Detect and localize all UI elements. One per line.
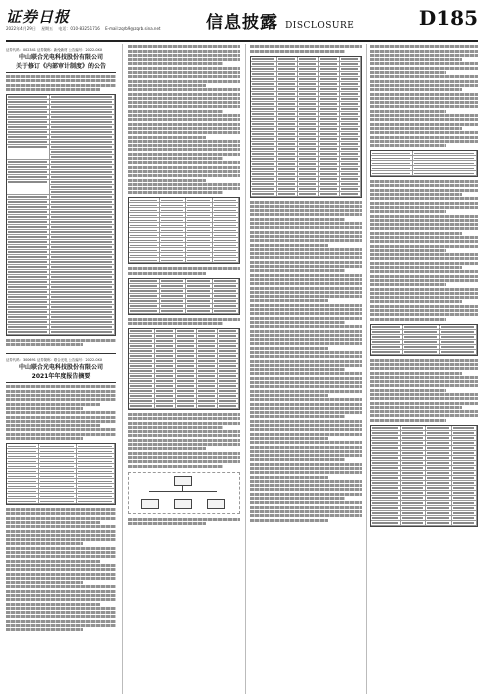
body-text-line <box>128 456 240 459</box>
body-text-line <box>250 398 362 401</box>
diagram-node <box>174 499 192 509</box>
body-text-line <box>250 278 362 281</box>
body-text-line <box>6 339 116 342</box>
body-text-line <box>370 363 478 366</box>
body-text-line <box>250 411 362 414</box>
body-text-line <box>128 183 240 186</box>
body-text-line <box>6 424 100 427</box>
body-text-line <box>6 585 116 588</box>
body-text-line <box>250 484 362 487</box>
body-text-line <box>128 465 223 468</box>
issue-date: 2022年4月29日 <box>6 26 36 31</box>
body-text-line <box>250 480 362 483</box>
body-text-line <box>370 123 478 126</box>
body-text-line <box>250 437 328 440</box>
body-text-line <box>128 123 240 126</box>
body-text-line <box>6 420 116 423</box>
body-text-line <box>370 127 462 130</box>
body-text-line <box>128 67 240 70</box>
body-text-line <box>6 594 116 597</box>
body-text-line <box>250 244 328 247</box>
body-text-line <box>128 417 240 420</box>
body-text-line <box>6 530 116 533</box>
body-text-line <box>370 419 446 422</box>
masthead <box>6 4 478 42</box>
data-table <box>370 425 478 527</box>
body-text-line <box>370 240 478 243</box>
body-text-line <box>250 510 362 513</box>
body-text-line <box>250 235 362 238</box>
body-text-line <box>250 446 362 449</box>
body-text-line <box>250 342 362 345</box>
body-text-line <box>370 376 478 379</box>
body-text-line <box>370 397 478 400</box>
body-text-line <box>370 84 478 87</box>
body-text-line <box>6 428 116 431</box>
body-text-line <box>128 110 223 113</box>
body-text-line <box>250 454 362 457</box>
body-text-line <box>128 447 206 450</box>
body-text-line <box>250 450 362 453</box>
body-text-line <box>6 437 83 440</box>
body-text-line <box>250 441 362 444</box>
body-text-line <box>6 407 83 410</box>
body-text-line <box>6 343 83 346</box>
body-text-line <box>370 67 478 70</box>
body-text-line <box>250 467 362 470</box>
body-text-line <box>250 213 362 216</box>
body-text-line <box>6 547 116 550</box>
body-text-line <box>250 390 362 393</box>
body-text-line <box>6 84 116 87</box>
newspaper-logo: 证券日报 <box>6 8 71 26</box>
body-text-line <box>250 317 362 320</box>
body-text-line <box>128 518 240 521</box>
body-text-line <box>370 414 478 417</box>
body-text-line <box>370 232 462 235</box>
body-text-line <box>6 577 116 580</box>
body-text-line <box>250 239 362 242</box>
body-text-line <box>6 603 100 606</box>
body-text-line <box>250 368 345 371</box>
body-text-line <box>370 296 478 299</box>
body-text-line <box>370 50 478 53</box>
body-text-line <box>250 50 345 53</box>
body-text-line <box>250 415 345 418</box>
column-1 <box>6 44 116 694</box>
body-text-line <box>250 407 362 410</box>
body-text-line <box>250 334 362 337</box>
column-divider <box>245 44 246 694</box>
body-text-line <box>128 105 240 108</box>
issue-weekday: 星期五 <box>41 26 54 31</box>
body-text-line <box>370 275 478 278</box>
body-text-line <box>370 253 478 256</box>
body-text-line <box>128 58 240 61</box>
body-text-line <box>6 398 116 401</box>
body-text-line <box>6 573 116 576</box>
body-text-line <box>250 299 328 302</box>
data-table <box>6 443 116 505</box>
body-text-line <box>128 114 240 117</box>
body-text-line <box>370 406 462 409</box>
body-text-line <box>370 245 478 248</box>
contact-email: E-mail:zqrb9@zqrb.sina.net <box>105 26 161 31</box>
contact-phone: 电话：010-83251716 <box>58 26 100 31</box>
body-text-line <box>6 538 116 541</box>
body-text-line <box>6 568 116 571</box>
column-4 <box>370 44 478 694</box>
body-text-line <box>128 88 240 91</box>
body-text-line <box>370 54 478 57</box>
body-text-line <box>250 394 328 397</box>
body-text-line <box>250 282 362 285</box>
body-text-line <box>128 426 223 429</box>
body-text-line <box>250 218 345 221</box>
body-text-line <box>250 265 362 268</box>
body-text-line <box>128 187 240 190</box>
body-text-line <box>128 166 240 169</box>
body-text-line <box>370 300 462 303</box>
announcement-company: 中山联合光电科技股份有限公司 <box>18 54 103 61</box>
body-text-line <box>370 197 478 200</box>
body-text-line <box>128 101 240 104</box>
body-text-line <box>6 88 100 91</box>
body-text-line <box>370 180 478 183</box>
body-text-line <box>250 403 362 406</box>
body-text-line <box>370 58 462 61</box>
body-text-line <box>6 564 116 567</box>
diagram-node <box>174 476 192 486</box>
body-text-line <box>370 313 478 316</box>
body-text-line <box>128 71 240 74</box>
body-text-line <box>6 416 116 419</box>
body-text-line <box>128 97 240 100</box>
body-text-line <box>250 372 362 375</box>
body-text-line <box>128 434 240 437</box>
body-text-line <box>128 93 240 96</box>
body-text-line <box>128 430 240 433</box>
announcement-title: 关于修订《内部审计制度》的公告 <box>15 63 106 70</box>
body-text-line <box>6 581 83 584</box>
body-text-line <box>250 506 362 509</box>
body-text-line <box>370 223 478 226</box>
body-text-line <box>6 551 116 554</box>
body-text-line <box>128 191 223 194</box>
body-text-line <box>370 215 478 218</box>
body-text-line <box>250 519 328 522</box>
announcement-title: 2021年年度报告摘要 <box>31 373 91 381</box>
body-text-line <box>370 270 478 273</box>
body-text-line <box>128 80 240 83</box>
body-text-line <box>250 355 362 358</box>
body-text-line <box>6 560 100 563</box>
section-title-en: DISCLOSURE <box>285 21 355 31</box>
body-text-line <box>6 555 116 558</box>
body-text-line <box>370 140 478 143</box>
body-text-line <box>250 226 362 229</box>
body-text-line <box>6 607 116 610</box>
body-text-line <box>250 347 328 350</box>
section-rule <box>6 353 116 354</box>
body-text-line <box>128 45 240 48</box>
body-text-line <box>250 209 362 212</box>
diagram-node <box>207 499 225 509</box>
body-text-line <box>250 269 345 272</box>
body-text-line <box>6 403 100 406</box>
announcement-header: 证券代码：002341 证券简称：新纶新材 公告编号：2022-0XX <box>6 48 103 52</box>
body-text-line <box>128 413 240 416</box>
body-text-line <box>370 389 446 392</box>
body-text-line <box>250 385 362 388</box>
body-text-line <box>6 433 116 436</box>
body-text-line <box>6 624 116 627</box>
column-2 <box>128 44 240 694</box>
body-text-line <box>370 118 478 121</box>
body-text-line <box>250 312 362 315</box>
body-text-line <box>250 433 362 436</box>
body-text-line <box>370 262 478 265</box>
page-number: D185 <box>418 6 478 30</box>
body-text-line <box>128 127 240 130</box>
body-text-line <box>128 75 240 78</box>
body-text-line <box>250 471 362 474</box>
body-text-line <box>370 97 478 100</box>
body-text-line <box>6 508 116 511</box>
body-text-line <box>250 428 362 431</box>
body-text-line <box>250 205 362 208</box>
body-text-line <box>370 114 478 117</box>
column-divider <box>366 44 367 694</box>
body-text-line <box>128 84 206 87</box>
body-text-line <box>370 206 478 209</box>
body-text-line <box>6 615 116 618</box>
body-text-line <box>370 402 478 405</box>
body-text-line <box>250 291 362 294</box>
body-text-line <box>370 62 478 65</box>
body-text-line <box>250 458 345 461</box>
body-text-line <box>370 292 478 295</box>
body-text-line <box>128 318 240 321</box>
body-text-line <box>370 131 478 134</box>
body-text-line <box>6 517 116 520</box>
body-text-line <box>250 330 362 333</box>
column-divider <box>122 44 123 694</box>
body-text-line <box>370 227 478 230</box>
body-text-line <box>250 381 362 384</box>
body-text-line <box>370 75 478 78</box>
body-text-line <box>250 463 362 466</box>
body-text-line <box>250 252 362 255</box>
body-text-line <box>250 308 362 311</box>
body-text-line <box>128 522 206 525</box>
body-text-line <box>6 394 116 397</box>
body-text-line <box>250 497 345 500</box>
body-text-line <box>250 424 362 427</box>
diagram-connector <box>149 491 217 492</box>
body-text-line <box>6 534 116 537</box>
body-text-line <box>128 62 223 65</box>
body-text-line <box>128 54 240 57</box>
body-text-line <box>128 148 240 151</box>
org-chart-diagram <box>128 472 240 514</box>
body-text-line <box>250 295 362 298</box>
body-text-line <box>250 248 362 251</box>
body-text-line <box>250 222 362 225</box>
body-text-line <box>370 189 478 192</box>
body-text-line <box>128 170 240 173</box>
title-rule <box>6 382 116 383</box>
data-table <box>128 278 240 315</box>
body-text-line <box>6 512 116 515</box>
body-text-line <box>370 236 478 239</box>
body-text-line <box>128 118 240 121</box>
data-table <box>370 324 478 356</box>
body-text-line <box>370 105 478 108</box>
body-text-line <box>250 325 362 328</box>
data-table <box>128 328 240 410</box>
body-text-line <box>370 101 478 104</box>
body-text-line <box>128 272 206 275</box>
body-text-line <box>370 305 478 308</box>
body-text-line <box>250 45 362 48</box>
body-text-line <box>6 79 116 82</box>
body-text-line <box>128 322 223 325</box>
body-text-line <box>128 144 240 147</box>
body-text-line <box>128 460 240 463</box>
body-text-line <box>250 364 362 367</box>
body-text-line <box>370 393 478 396</box>
body-text-line <box>370 359 478 362</box>
body-text-line <box>250 360 362 363</box>
body-text-line <box>128 174 240 177</box>
body-text-line <box>250 351 362 354</box>
body-text-line <box>370 318 446 321</box>
body-text-line <box>128 153 240 156</box>
body-text-line <box>370 184 478 187</box>
body-text-line <box>128 50 240 53</box>
body-text-line <box>250 514 362 517</box>
body-text-line <box>128 267 240 270</box>
body-text-line <box>250 304 362 307</box>
diagram-node <box>141 499 159 509</box>
section-title <box>206 8 354 33</box>
body-text-line <box>370 202 478 205</box>
title-rule <box>6 72 116 73</box>
body-text-line <box>370 279 478 282</box>
body-text-line <box>370 193 462 196</box>
body-text-line <box>370 257 478 260</box>
data-table <box>6 94 116 336</box>
body-text-line <box>128 452 240 455</box>
body-text-line <box>370 384 478 387</box>
body-text-line <box>370 372 462 375</box>
body-text-line <box>250 338 362 341</box>
body-text-line <box>250 501 362 504</box>
body-text-line <box>128 439 240 442</box>
body-text-line <box>250 377 362 380</box>
data-table <box>250 56 362 198</box>
body-text-line <box>250 201 362 204</box>
body-text-line <box>370 210 446 213</box>
body-text-line <box>128 161 240 164</box>
body-text-line <box>6 542 83 545</box>
body-text-line <box>6 385 116 388</box>
body-text-line <box>6 411 116 414</box>
body-text-line <box>370 144 446 147</box>
body-text-line <box>250 488 362 491</box>
body-text-line <box>370 380 478 383</box>
body-text-line <box>250 261 362 264</box>
body-text-line <box>128 422 240 425</box>
body-text-line <box>370 283 446 286</box>
data-table <box>128 197 240 264</box>
body-text-line <box>6 525 116 528</box>
body-text-line <box>250 287 362 290</box>
body-text-line <box>128 136 206 139</box>
body-text-line <box>370 71 446 74</box>
body-text-line <box>250 493 362 496</box>
body-text-line <box>370 110 446 113</box>
body-text-line <box>370 249 446 252</box>
body-text-line <box>370 410 478 413</box>
body-text-line <box>128 443 240 446</box>
body-text-line <box>6 521 100 524</box>
body-text-line <box>250 274 362 277</box>
body-text-line <box>6 620 116 623</box>
body-text-line <box>6 390 116 393</box>
body-text-line <box>370 266 462 269</box>
section-title-cn: 信息披露 <box>206 13 278 33</box>
body-text-line <box>128 140 240 143</box>
body-text-line <box>250 231 362 234</box>
body-text-line <box>128 131 240 134</box>
body-text-line <box>370 136 478 139</box>
body-text-line <box>6 628 83 631</box>
body-text-line <box>370 309 478 312</box>
body-text-line <box>250 256 362 259</box>
body-text-line <box>370 288 478 291</box>
date-line <box>6 26 164 32</box>
body-text-line <box>370 45 478 48</box>
announcement-company: 中山联合光电科技股份有限公司 <box>18 364 103 372</box>
body-text-line <box>250 420 362 423</box>
announcement-header: 证券代码：300691 证券简称：联合光电 公告编号：2022-0XX <box>6 358 103 363</box>
column-3 <box>250 44 362 694</box>
body-text-line <box>6 75 116 78</box>
body-text-line <box>250 321 345 324</box>
body-text-line <box>370 367 478 370</box>
body-text-line <box>370 80 478 83</box>
body-text-line <box>128 179 206 182</box>
body-text-line <box>370 88 462 91</box>
body-text-line <box>370 93 478 96</box>
body-text-line <box>6 598 116 601</box>
body-text-line <box>6 590 116 593</box>
body-text-line <box>128 157 223 160</box>
body-text-line <box>6 611 116 614</box>
data-table <box>370 150 478 177</box>
body-text-line <box>370 219 478 222</box>
body-text-line <box>250 476 328 479</box>
